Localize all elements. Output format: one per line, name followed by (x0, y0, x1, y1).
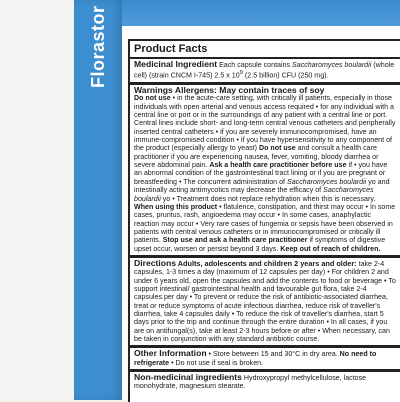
medicinal-ingredient-text: Medicinal Ingredient Each capsule contains Saccharomyces boulardii (whole cell) (strain CNCM I-745) 2.5 x $10^9$ (2.5 billion) CFU (250 mg). (134, 59, 395, 80)
brand-logo-text: Florastor (88, 5, 108, 88)
other-information-heading: Other Information (134, 348, 207, 359)
product-facts-title: Product Facts (130, 41, 400, 59)
other-information-text: Other Information • Store between 15 and 30°C in dry area. No need to refrigerate • Do not use if seal is broken. (134, 348, 377, 367)
non-medicinal-ingredients-heading: Non-medicinal ingredients (134, 372, 242, 383)
non-medicinal-ingredients-text: Non-medicinal ingredients Hydroxypropyl methylcellulose, lactose monohydrate, magnesium stearate. (134, 372, 367, 391)
medicinal-ingredient-section (130, 59, 400, 82)
box-side-panel (74, 0, 122, 400)
product-facts-panel (128, 39, 400, 402)
directions-text: Directions Adults, adolescents and children 2 years and older: take 2-4 capsules, 1-3 times a day (maximum of 12 capsules per day) • For children 2 and under 6 years old, open the capsules and add the contents to food or beverage • To support intestinal/ gastrointestinal health and favourable gut flora, take 2-4 capsules per day • To prevent or reduce the risk of antibiotic-associated diarrhea, treat or reduce symptoms of acute infectious diarrhea, reduce risk of traveller's diarrhea, take 4 capsules daily • To reduce the risk of traveller's diarrhea, start 5 days prior to the trip and continue through the entire duration • In all cases, if you are on antifungal(s), take at least 2-3 hours before or after • When necessary, can be taken in conjunction with any standard antibiotic course. (134, 257, 396, 344)
directions-heading: Directions (134, 257, 177, 268)
medicinal-ingredient-heading: Medicinal Ingredient (134, 59, 218, 69)
warnings-heading: Warnings Allergens: May contain traces of soy (134, 85, 325, 96)
other-information-section (130, 345, 400, 369)
box-top-band (122, 0, 400, 26)
directions-section (130, 255, 400, 345)
brand-logo (74, 0, 122, 92)
warnings-section (130, 82, 400, 255)
species-name: Saccharomyces boulardii (292, 61, 372, 69)
non-medicinal-ingredients-section (130, 369, 400, 393)
warnings-text: Do not use • in the acute-care setting, with critically ill patients, especially in those individuals with open arterial and venous access required • for any individual with a central line or port or in the surroundings of any patient with a central line or port. Central lines include short- and long-term central venous catheters and peripherally inserted central catheters • if you are severely immunocompromised, have an immune-compromised condition • if you have hypersensitivity to any component of the product (especially allergy to yeast) Do not use and consult a health care practitioner if you are experiencing nausea, fever, vomiting, bloody diarrhea or severe abdominal pain. Ask a health care practitioner before use if • you have an abnormal condition of the gastrointestinal tract lining or if you are pregnant or breastfeeding • The concurrent administration of Saccharomyces boulardii yo and intestinally acting antimycotics may decrease the efficacy of Saccharomyces boulardii yo • Treatment does not replace rehydration when this is necessary. When using this product • flatulence, constipation, and thirst may occur • In some cases, pruritus, rash, angioedema may occur • In some cases, anaphylactic reaction may occur • Very rare cases of fungemia or sepsis have been observed in patients with central venous catheters or in immunocompromised or critically ill patients. Stop use and ask a health care practitioner if symptoms of digestive upset occur, worsen or persist beyond 3 days. Keep out of reach of children. (134, 94, 396, 253)
